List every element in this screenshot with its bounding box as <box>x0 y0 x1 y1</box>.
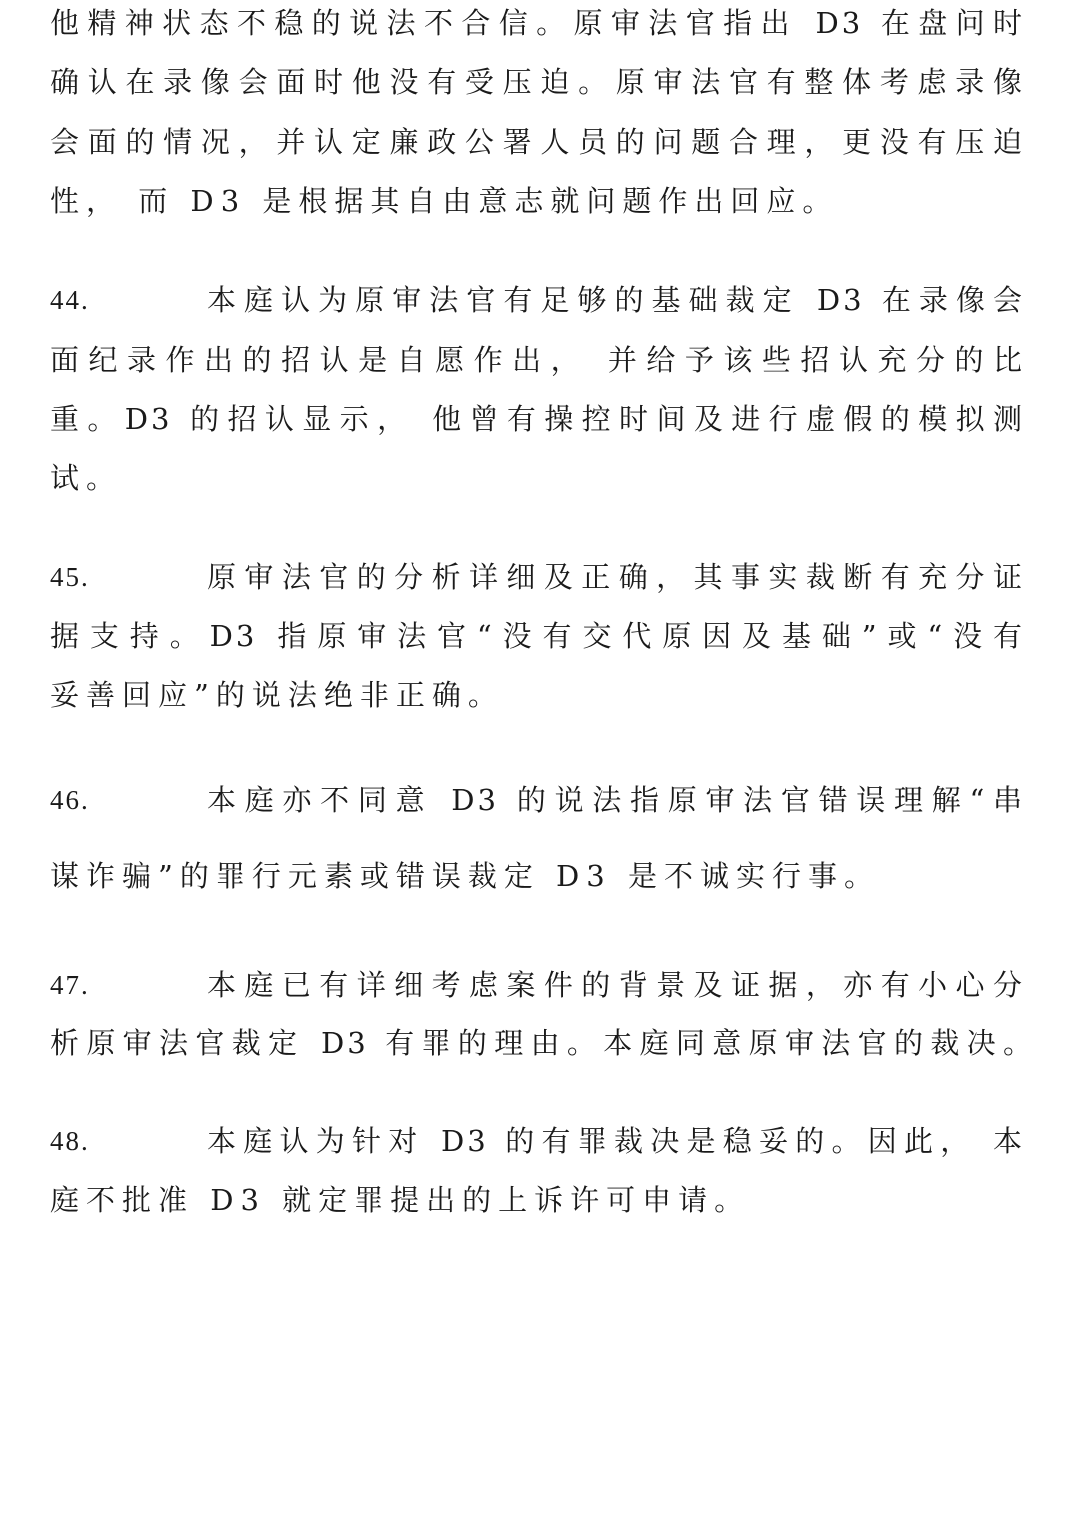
paragraph-number: 44. <box>50 285 90 315</box>
text-line: 谋诈骗”的罪行元素或错误裁定 D3 是不诚实行事。 <box>50 859 880 893</box>
text-line: 庭不批准 D3 就定罪提出的上诉许可申请。 <box>50 1183 751 1217</box>
text-line: 会面的情况，并认定廉政公署人员的问题合理，更没有压迫 <box>50 125 1025 159</box>
text-line: 本庭已有详细考虑案件的背景及证据，亦有小心分 <box>207 968 1025 1002</box>
text-line: 本庭亦不同意 D3 的说法指原审法官错误理解“串 <box>207 783 1025 817</box>
text-line: 性， 而 D3 是根据其自由意志就问题作出回应。 <box>50 184 839 218</box>
text-line: 原审法官的分析详细及正确，其事实裁断有充分证 <box>207 560 1025 594</box>
paragraph-number: 45. <box>50 562 90 592</box>
text-line: 本庭认为原审法官有足够的基础裁定 D3 在录像会 <box>207 283 1025 317</box>
text-line: 重。D3 的招认显示， 他曾有操控时间及进行虚假的模拟测 <box>50 402 1025 436</box>
text-line: 本庭认为针对 D3 的有罪裁决是稳妥的。因此， 本 <box>207 1124 1025 1158</box>
text-line: 确认在录像会面时他没有受压迫。原审法官有整体考虑录像 <box>50 65 1025 99</box>
text-line: 他精神状态不稳的说法不合信。原审法官指出 D3 在盘问时 <box>50 6 1025 40</box>
text-line: 面纪录作出的招认是自愿作出， 并给予该些招认充分的比 <box>50 343 1025 377</box>
text-line: 试。 <box>50 461 123 495</box>
paragraph-number: 47. <box>50 970 90 1000</box>
paragraph-number: 48. <box>50 1126 90 1156</box>
text-line: 据支持。D3 指原审法官“没有交代原因及基础”或“没有 <box>50 619 1025 653</box>
text-line: 妥善回应”的说法绝非正确。 <box>50 678 504 712</box>
paragraph-number: 46. <box>50 785 90 815</box>
text-line: 析原审法官裁定 D3 有罪的理由。本庭同意原审法官的裁决。 <box>50 1026 1035 1060</box>
